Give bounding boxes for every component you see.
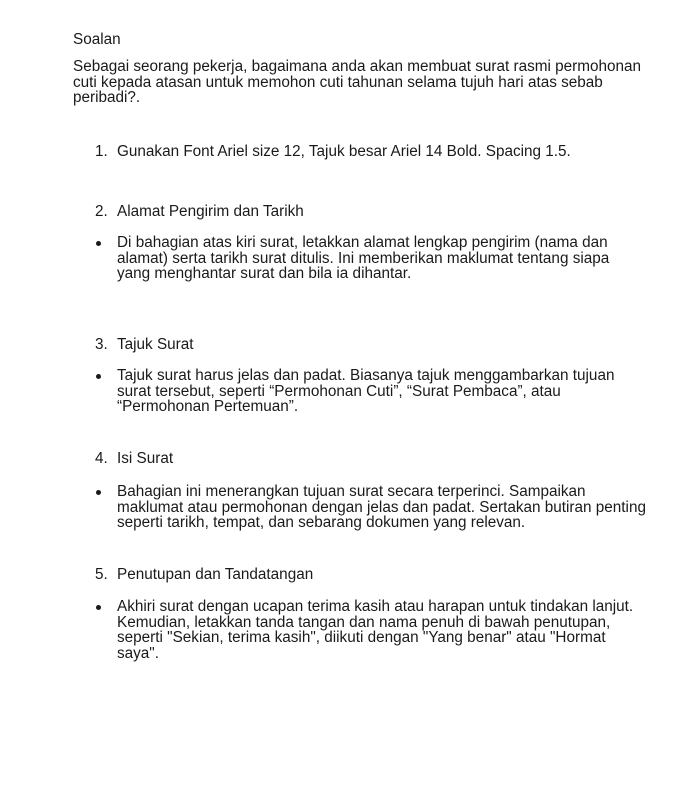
item-bullet-text: Akhiri surat dengan ucapan terima kasih atau harapan untuk tindakan lanjut. Kemudian, letakkan tanda tangan dan nama penuh di bawah penutupan, seperti "Sekian, terima kasih", diikuti dengan "Yang benar" atau "Hormat saya". xyxy=(117,598,634,662)
question-paragraph: Sebagai seorang pekerja, bagaimana anda akan membuat surat rasmi permohonan cuti kepada atasan untuk memohon cuti tahunan selama tujuh hari atas sebab peribadi?. xyxy=(73,58,642,106)
bullet-icon xyxy=(96,374,101,379)
bullet-icon xyxy=(96,490,101,495)
item-title: Tajuk Surat xyxy=(117,336,194,353)
item-number: 3. xyxy=(95,336,108,353)
item-bullet-text: Tajuk surat harus jelas dan padat. Biasanya tajuk menggambarkan tujuan surat tersebut, seperti “Permohonan Cuti”, “Surat Pembaca”, atau “Permohonan Pertemuan”. xyxy=(117,367,615,415)
item-title: Penutupan dan Tandatangan xyxy=(117,566,314,583)
bullet-icon xyxy=(96,241,101,246)
item-number: 4. xyxy=(95,450,108,467)
item-title: Gunakan Font Ariel size 12, Tajuk besar Ariel 14 Bold. Spacing 1.5. xyxy=(117,143,571,160)
item-title: Alamat Pengirim dan Tarikh xyxy=(117,203,304,220)
item-number: 2. xyxy=(95,203,108,220)
item-bullet-text: Bahagian ini menerangkan tujuan surat secara terperinci. Sampaikan maklumat atau permohonan dengan jelas dan padat. Sertakan butiran penting seperti tarikh, tempat, dan sebarang dokumen yang relevan. xyxy=(117,483,646,531)
item-number: 1. xyxy=(95,143,108,160)
heading: Soalan xyxy=(73,31,121,48)
item-number: 5. xyxy=(95,566,108,583)
bullet-icon xyxy=(96,605,101,610)
item-title: Isi Surat xyxy=(117,450,174,467)
item-bullet-text: Di bahagian atas kiri surat, letakkan alamat lengkap pengirim (nama dan alamat) serta tarikh surat ditulis. Ini memberikan maklumat tentang siapa yang menghantar surat dan bila ia dihantar. xyxy=(117,234,610,282)
